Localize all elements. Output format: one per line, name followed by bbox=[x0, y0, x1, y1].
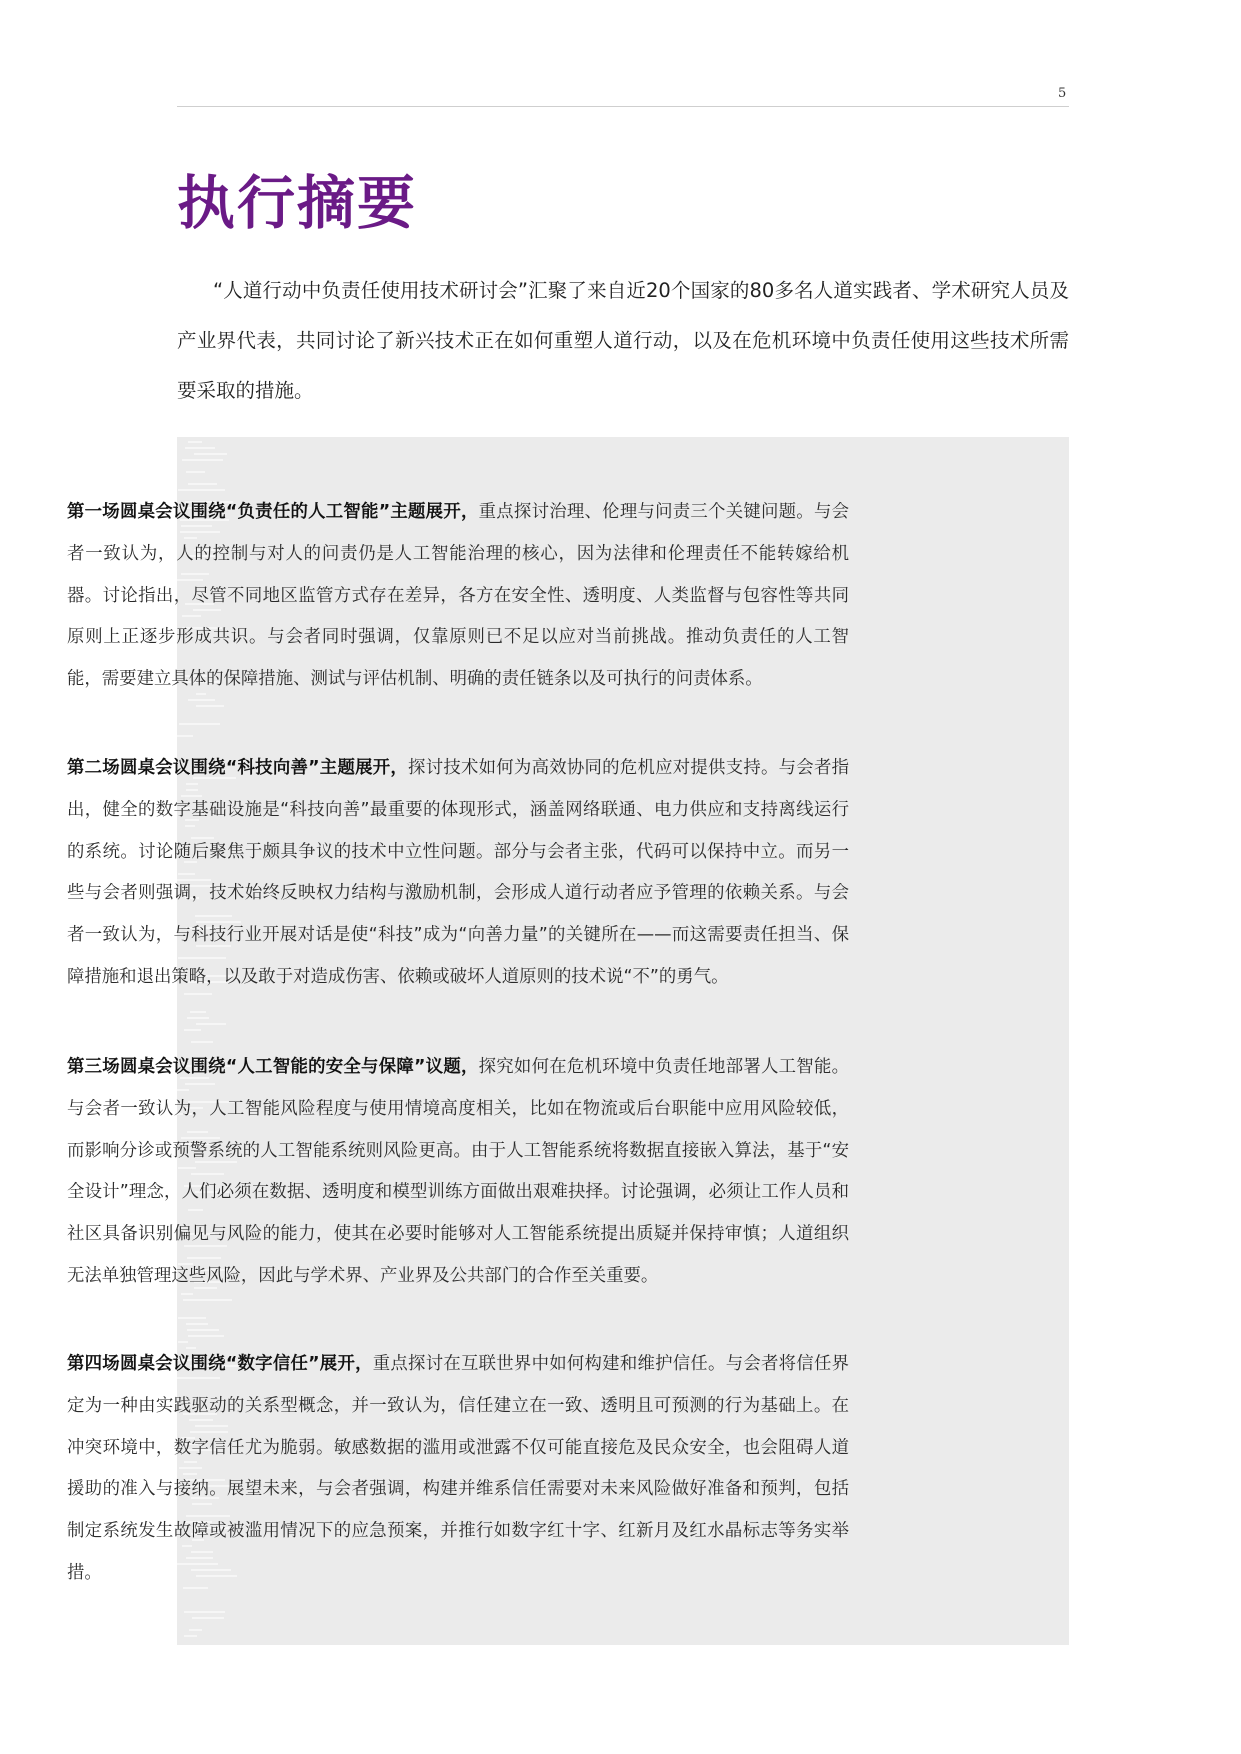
texture-stripe bbox=[185, 447, 215, 449]
texture-stripe bbox=[186, 1323, 208, 1325]
texture-stripe bbox=[184, 1635, 197, 1637]
texture-stripe bbox=[192, 1617, 224, 1619]
texture-stripe bbox=[178, 1317, 206, 1319]
texture-stripe bbox=[178, 1341, 188, 1343]
session-4-body: 重点探讨在互联世界中如何构建和维护信任。与会者将信任界定为一种由实践驱动的关系型概念，并一致认为，信任建立在一致、透明且可预测的行为基础上。在冲突环境中，数字信任尤为脆弱。敏感数据的滥用或泄露不仅可能直接危及民众安全，也会阻碍人道援助的准入与接纳。展望未来，与会者强调，构建并维系信任需要对未来风险做好准备和预判，包括制定系统发生故障或被滥用情况下的应急预案，并推行如数字红十字、红新月及红水晶标志等务实举措。 bbox=[67, 1354, 849, 1583]
texture-stripe bbox=[188, 483, 217, 485]
texture-stripe bbox=[186, 471, 205, 473]
header-divider bbox=[177, 106, 1069, 107]
texture-stripe bbox=[190, 1011, 206, 1013]
session-1-paragraph bbox=[67, 492, 849, 701]
texture-stripe bbox=[194, 453, 227, 455]
intro-paragraph: “人道行动中负责任使用技术研讨会”汇聚了来自近20个国家的80多名人道实践者、学术研究人员及产业界代表，共同讨论了新兴技术正在如何重塑人道行动，以及在危机环境中负责任使用这些技术所需要采取的措施。 bbox=[177, 279, 1069, 402]
session-3-body: 探究如何在危机环境中负责任地部署人工智能。与会者一致认为，人工智能风险程度与使用情境高度相关，比如在物流或后台职能中应用风险较低，而影响分诊或预警系统的人工智能系统则风险更高。由于人工智能系统将数据直接嵌入算法，基于“安全设计”理念，人们必须在数据、透明度和模型训练方面做出艰难抉择。讨论强调，必须让工作人员和社区具备识别偏见与风险的能力，使其在必要时能够对人工智能系统提出质疑并保持审慎；人道组织无法单独管理这些风险，因此与学术界、产业界及公共部门的合作至关重要。 bbox=[67, 1057, 849, 1286]
session-2-paragraph bbox=[67, 748, 849, 999]
texture-stripe bbox=[196, 1023, 226, 1025]
texture-stripe bbox=[188, 1335, 224, 1337]
texture-stripe bbox=[191, 1041, 213, 1043]
texture-stripe bbox=[189, 1629, 202, 1631]
texture-stripe bbox=[184, 1611, 225, 1613]
session-4-paragraph bbox=[67, 1344, 849, 1595]
page-title: 执行摘要 bbox=[177, 169, 418, 237]
session-4-heading: 第四场圆桌会议围绕“数字信任”展开， bbox=[67, 1354, 373, 1374]
session-2-heading: 第二场圆桌会议围绕“科技向善”主题展开， bbox=[67, 758, 409, 778]
session-3-paragraph bbox=[67, 1047, 849, 1298]
session-1-body: 重点探讨治理、伦理与问责三个关键问题。与会者一致认为，人的控制与对人的问责仍是人工智能治理的核心，因为法律和伦理责任不能转嫁给机器。讨论指出，尽管不同地区监管方式存在差异，各方在安全性、透明度、人类监督与包容性等共同原则上正逐步形成共识。与会者同时强调，仅靠原则已不足以应对当前挑战。推动负责任的人工智能，需要建立具体的保障措施、测试与评估机制、明确的责任链条以及可执行的问责体系。 bbox=[67, 502, 849, 690]
texture-stripe bbox=[178, 489, 225, 491]
texture-stripe bbox=[177, 735, 193, 737]
texture-stripe bbox=[184, 1029, 201, 1031]
texture-stripe bbox=[183, 1299, 232, 1301]
session-1-heading: 第一场圆桌会议围绕“负责任的人工智能”主题展开， bbox=[67, 502, 479, 522]
session-2-body: 探讨技术如何为高效协同的危机应对提供支持。与会者指出，健全的数字基础设施是“科技向善”最重要的体现形式，涵盖网络联通、电力供应和支持离线运行的系统。讨论随后聚焦于颇具争议的技术中立性问题。部分与会者主张，代码可以保持中立。而另一些与会者则强调，技术始终反映权力结构与激励机制，会形成人道行动者应予管理的依赖关系。与会者一致认为，与科技行业开展对话是使“科技”成为“向善力量”的关键所在——而这需要责任担当、保障措施和退出策略，以及敢于对造成伤害、依赖或破坏人道原则的技术说“不”的勇气。 bbox=[67, 758, 849, 987]
session-3-heading: 第三场圆桌会议围绕“人工智能的安全与保障”议题， bbox=[67, 1057, 479, 1077]
texture-stripe bbox=[187, 1017, 209, 1019]
texture-stripe bbox=[196, 705, 224, 707]
page-number: 5 bbox=[1058, 86, 1067, 101]
texture-stripe bbox=[187, 1329, 219, 1331]
texture-stripe bbox=[179, 723, 220, 725]
texture-stripe bbox=[182, 459, 223, 461]
texture-stripe bbox=[188, 441, 202, 443]
